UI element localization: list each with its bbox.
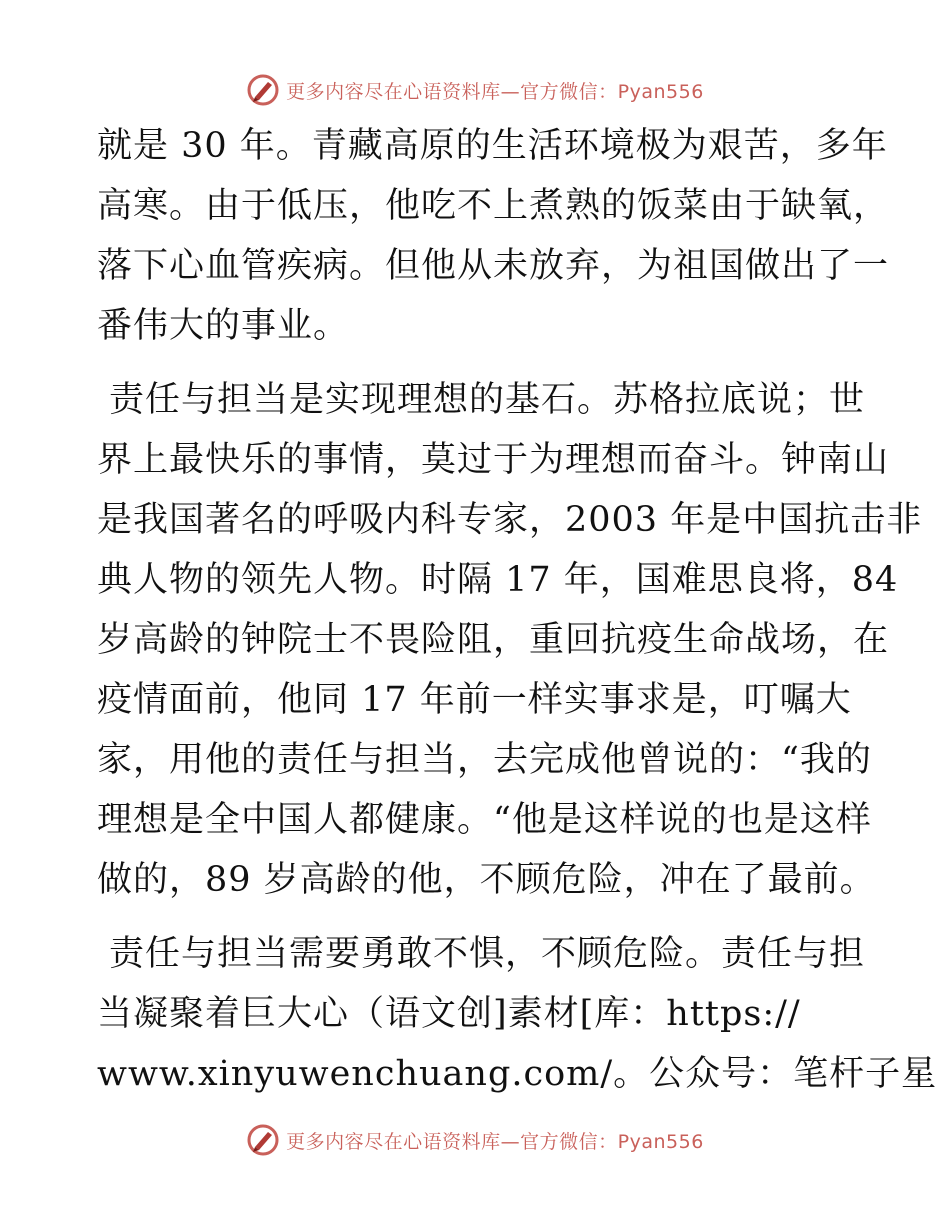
text-line: 界上最快乐的事情，莫过于为理想而奋斗。钟南山 bbox=[97, 440, 890, 480]
document-body bbox=[97, 116, 938, 1104]
footer-banner bbox=[0, 1120, 950, 1160]
text-line: 家，用他的责任与担当，去完成他曾说的：“我的 bbox=[97, 740, 872, 780]
header-banner-content bbox=[246, 73, 704, 107]
header-banner-text: 更多内容尽在心语资料库—官方微信：Pyan556 bbox=[286, 80, 704, 103]
paragraph-2 bbox=[97, 370, 923, 910]
footer-banner-text: 更多内容尽在心语资料库—官方微信：Pyan556 bbox=[286, 1130, 704, 1153]
text-line: 是我国著名的呼吸内科专家，2003 年是中国抗击非 bbox=[97, 500, 923, 540]
paragraph-3 bbox=[97, 924, 938, 1104]
footer-banner-content bbox=[246, 1123, 704, 1157]
text-line: 当凝聚着巨大心（语文创]素材[库：https:// bbox=[97, 994, 801, 1034]
text-line: 岁高龄的钟院士不畏险阻，重回抗疫生命战场，在 bbox=[97, 620, 890, 660]
text-line: 做的，89 岁高龄的他，不顾危险，冲在了最前。 bbox=[97, 860, 876, 900]
text-line: 理想是全中国人都健康。“他是这样说的也是这样 bbox=[97, 800, 872, 840]
text-line: 责任与担当需要勇敢不惧，不顾危险。责任与担 bbox=[109, 934, 866, 974]
text-line: 高寒。由于低压，他吃不上煮熟的饭菜由于缺氧， bbox=[97, 186, 890, 226]
text-line: www.xinyuwenchuang.com/。公众号：笔杆子星 bbox=[97, 1054, 938, 1094]
text-line: 就是 30 年。青藏高原的生活环境极为艰苦，多年 bbox=[97, 126, 888, 166]
pen-logo-icon bbox=[246, 1123, 280, 1157]
text-line: 责任与担当是实现理想的基石。苏格拉底说；世 bbox=[109, 380, 866, 420]
pen-logo-icon bbox=[246, 73, 280, 107]
paragraph-1 bbox=[97, 116, 890, 356]
text-line: 典人物的领先人物。时隔 17 年，国难思良将，84 bbox=[97, 560, 899, 600]
text-line: 疫情面前，他同 17 年前一样实事求是，叮嘱大 bbox=[97, 680, 852, 720]
text-line: 番伟大的事业。 bbox=[97, 306, 350, 346]
header-banner bbox=[0, 70, 950, 110]
text-line: 落下心血管疾病。但他从未放弃，为祖国做出了一 bbox=[97, 246, 890, 286]
